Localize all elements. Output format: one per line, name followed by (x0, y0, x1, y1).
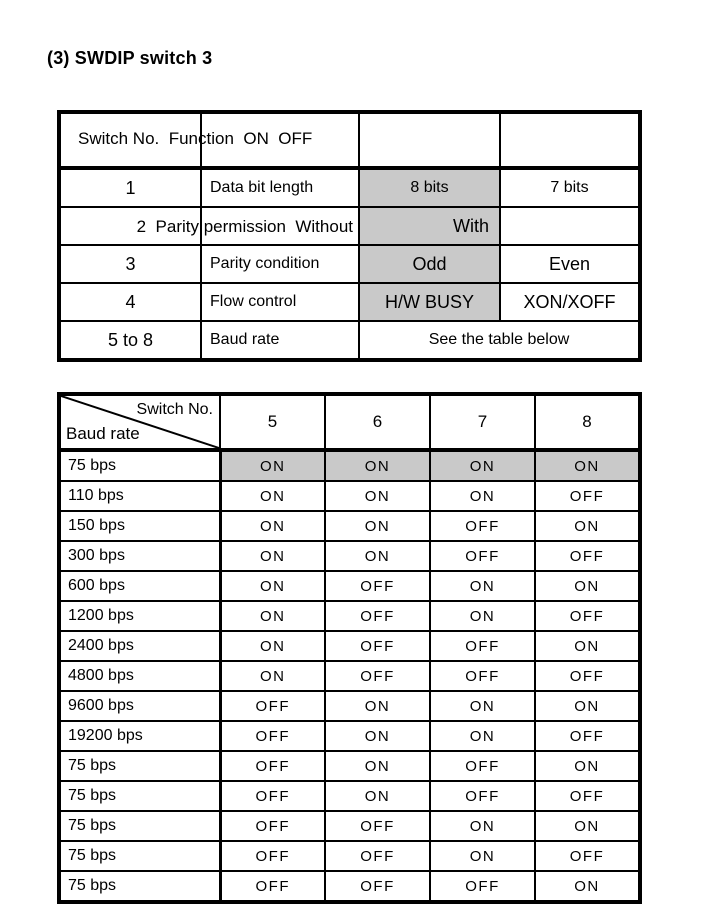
switch-state-cell: OFF (430, 871, 535, 902)
on-setting-cell: Odd (359, 245, 500, 283)
switch-state-cell: ON (430, 811, 535, 841)
switch-state-cell: ON (430, 841, 535, 871)
switch-state-cell: OFF (325, 841, 430, 871)
header-switch-no-cell (59, 112, 201, 168)
switch-state-cell: ON (325, 781, 430, 811)
baud-rate-row (59, 811, 640, 841)
on-setting-cell: With (359, 207, 500, 245)
switch-state-cell: OFF (220, 811, 325, 841)
switch-state-cell: ON (220, 661, 325, 691)
switch-state-cell: ON (535, 450, 640, 481)
baud-rate-row (59, 631, 640, 661)
off-setting-cell: Even (500, 245, 640, 283)
switch-state-cell: ON (535, 811, 640, 841)
swdip-function-table (57, 110, 638, 362)
switch-state-cell: ON (430, 601, 535, 631)
switch-state-cell: ON (325, 450, 430, 481)
switch-state-cell: OFF (220, 721, 325, 751)
baud-rate-row (59, 781, 640, 811)
off-setting-cell: XON/XOFF (500, 283, 640, 321)
baud-rate-row (59, 511, 640, 541)
baud-rate-label-cell: 75 bps (59, 841, 220, 871)
switch-state-cell: OFF (535, 601, 640, 631)
switch-state-cell: OFF (220, 691, 325, 721)
switch-state-cell: ON (325, 691, 430, 721)
function-row-2 (59, 207, 640, 245)
switch-state-cell: ON (220, 601, 325, 631)
function-cell: Data bit length (201, 168, 359, 207)
switch-state-cell: ON (325, 511, 430, 541)
switch-state-cell: ON (220, 631, 325, 661)
switch-state-cell: ON (325, 721, 430, 751)
function-row-4 (59, 283, 640, 321)
switch-state-cell: OFF (325, 571, 430, 601)
baud-rate-label-cell: 75 bps (59, 811, 220, 841)
switch-state-cell: OFF (535, 661, 640, 691)
switch-no-cell: 5 to 8 (59, 321, 201, 360)
baud-rate-label-cell: 150 bps (59, 511, 220, 541)
corner-label-baud-rate: Baud rate (66, 424, 140, 443)
switch-state-cell: OFF (430, 511, 535, 541)
corner-label-switch-no: Switch No. (136, 401, 213, 418)
switch-state-cell: OFF (325, 601, 430, 631)
baud-rate-label-cell: 75 bps (59, 751, 220, 781)
switch-state-cell: ON (430, 721, 535, 751)
switch-state-cell: ON (220, 511, 325, 541)
baud-rate-label-cell: 4800 bps (59, 661, 220, 691)
header-on-cell (359, 112, 500, 168)
baud-rate-row (59, 841, 640, 871)
on-setting-cell: 8 bits (359, 168, 500, 207)
switch-state-cell: ON (220, 571, 325, 601)
switch-state-cell: OFF (535, 721, 640, 751)
switch-no-cell: 4 (59, 283, 201, 321)
function-cell: Parity condition (201, 245, 359, 283)
baud-rate-label-cell: 75 bps (59, 871, 220, 902)
switch-state-cell: ON (535, 571, 640, 601)
switch-state-cell: ON (535, 751, 640, 781)
switch-state-cell: OFF (535, 481, 640, 511)
baud-rate-label-cell: 75 bps (59, 450, 220, 481)
off-setting-cell: 7 bits (500, 168, 640, 207)
baud-rate-row (59, 721, 640, 751)
on-setting-cell: H/W BUSY (359, 283, 500, 321)
off-setting-cell (500, 207, 640, 245)
switch-state-cell: ON (535, 511, 640, 541)
function-cell: Baud rate (201, 321, 359, 360)
switch-state-cell: OFF (325, 661, 430, 691)
switch-state-cell: ON (535, 871, 640, 902)
baud-rate-row (59, 871, 640, 902)
column-header-switch-5: 5 (220, 394, 325, 450)
baud-rate-row (59, 571, 640, 601)
column-header-switch-7: 7 (430, 394, 535, 450)
switch-state-cell: OFF (430, 631, 535, 661)
switch-state-cell: ON (325, 751, 430, 781)
function-row-5 (59, 321, 640, 360)
column-header-switch-8: 8 (535, 394, 640, 450)
page-title: (3) SWDIP switch 3 (47, 48, 213, 68)
switch-state-cell: OFF (430, 661, 535, 691)
baud-rate-label-cell: 110 bps (59, 481, 220, 511)
switch-state-cell: OFF (430, 541, 535, 571)
function-row-3 (59, 245, 640, 283)
switch-state-cell: OFF (325, 871, 430, 902)
switch-state-cell: ON (325, 481, 430, 511)
baud-rate-label-cell: 9600 bps (59, 691, 220, 721)
table1-header-label: Switch No. Function ON OFF (78, 129, 313, 148)
baud-rate-row (59, 661, 640, 691)
baud-rate-row (59, 541, 640, 571)
switch-state-cell: ON (430, 481, 535, 511)
switch-state-cell: ON (430, 691, 535, 721)
baud-rate-row (59, 691, 640, 721)
header-off-cell (500, 112, 640, 168)
switch-state-cell: OFF (325, 811, 430, 841)
switch-state-cell: ON (535, 631, 640, 661)
switch-state-cell: ON (220, 450, 325, 481)
column-header-switch-6: 6 (325, 394, 430, 450)
baud-rate-row (59, 450, 640, 481)
baud-rate-label-cell: 19200 bps (59, 721, 220, 751)
switch-state-cell: OFF (220, 781, 325, 811)
table2-header-row (59, 394, 640, 450)
switch-state-cell: ON (325, 541, 430, 571)
switch-state-cell: ON (430, 571, 535, 601)
baud-rate-row (59, 481, 640, 511)
function-cell: Flow control (201, 283, 359, 321)
switch-state-cell: OFF (220, 841, 325, 871)
table1-header-row (59, 112, 640, 168)
baud-rate-label-cell: 1200 bps (59, 601, 220, 631)
corner-cell (59, 394, 220, 450)
baud-rate-table (57, 392, 638, 904)
switch-state-cell: OFF (325, 631, 430, 661)
switch-state-cell: OFF (535, 841, 640, 871)
switch-state-cell: ON (535, 691, 640, 721)
baud-rate-row (59, 751, 640, 781)
switch-state-cell: OFF (535, 781, 640, 811)
switch-state-cell: OFF (535, 541, 640, 571)
baud-rate-label-cell: 75 bps (59, 781, 220, 811)
function-cell (201, 207, 359, 245)
switch-state-cell: OFF (430, 781, 535, 811)
baud-rate-label-cell: 300 bps (59, 541, 220, 571)
header-function-cell (201, 112, 359, 168)
switch-state-cell: OFF (220, 751, 325, 781)
switch-no-cell: 3 (59, 245, 201, 283)
baud-rate-row (59, 601, 640, 631)
switch-state-cell: ON (220, 481, 325, 511)
switch-state-cell: OFF (220, 871, 325, 902)
switch-state-cell: ON (220, 541, 325, 571)
see-table-note: See the table below (359, 321, 640, 360)
switch-no-cell: 1 (59, 168, 201, 207)
baud-rate-label-cell: 2400 bps (59, 631, 220, 661)
function-row-1 (59, 168, 640, 207)
switch-state-cell: OFF (430, 751, 535, 781)
parity-permission-label: 2 Parity permission Without (136, 217, 353, 236)
switch-no-cell (59, 207, 201, 245)
switch-state-cell: ON (430, 450, 535, 481)
baud-rate-label-cell: 600 bps (59, 571, 220, 601)
